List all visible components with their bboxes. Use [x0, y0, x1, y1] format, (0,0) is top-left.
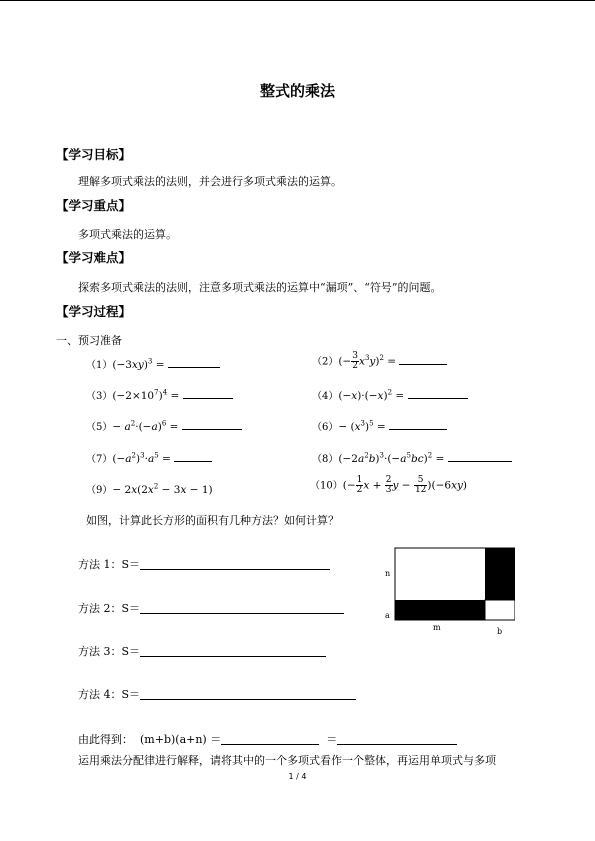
rectangle-area-diagram	[385, 546, 515, 638]
difficulty-text: 探索多项式乘法的法则，注意多项式乘法的运算中“漏项”、“符号”的问题。	[78, 281, 442, 294]
explanation-text: 运用乘法分配律进行解释，请将其中的一个多项式看作一个整体，再运用单项式与多项	[78, 754, 496, 767]
exercise-7: $(7)(-a^2)^3\cdot a^5$ =	[86, 450, 212, 465]
answer-blank[interactable]	[448, 460, 512, 462]
label-a: a	[385, 611, 390, 620]
exercise-10: （10）(− $\frac{1}{2}$ x + $\frac{2}{3}$ y − $\frac{5}{12}$ )(−6xy)	[310, 475, 468, 495]
exercise-9: $(9)- 2x(2x^2 - 3x - 1)$	[86, 482, 213, 496]
heading-goal: 【学习目标】	[56, 147, 132, 162]
goal-text: 理解多项式乘法的法则，并会进行多项式乘法的运算。	[78, 175, 342, 188]
exercise-8: $(8)(-2a^2b)^3\cdot(-a^5bc)^2$ =	[312, 450, 512, 465]
answer-blank[interactable]	[408, 397, 468, 399]
heading-difficulty: 【学习难点】	[56, 250, 132, 265]
method-1: 方法 1：S＝	[78, 556, 330, 572]
heading-process: 【学习过程】	[56, 304, 132, 319]
conclusion-blank-2[interactable]	[337, 732, 457, 745]
exercise-4: $(4)(-x)\cdot(-x)^2$ =	[312, 387, 468, 402]
method-4: 方法 4：S＝	[78, 686, 356, 702]
answer-blank[interactable]	[182, 428, 242, 430]
conclusion-blank-1[interactable]	[221, 732, 319, 745]
exercise-5: $(5)- a^2\cdot(-a)^6$ =	[86, 418, 242, 433]
answer-blank[interactable]	[168, 366, 220, 368]
conclusion-line: 由此得到： (m+b)(a+n) ＝ ＝	[78, 731, 457, 747]
method-answer-line[interactable]	[140, 557, 330, 570]
prep-heading: 一、预习准备	[56, 334, 122, 347]
exercise-3: $(3)(-2\times 10^7)^4$ =	[86, 387, 233, 402]
region-bn	[485, 548, 515, 600]
method-answer-line[interactable]	[140, 687, 356, 700]
heading-key: 【学习重点】	[56, 198, 132, 213]
header-rule	[0, 0, 595, 1]
method-answer-line[interactable]	[140, 601, 344, 614]
fraction: $\frac{3}{2}$	[352, 351, 359, 371]
region-ba	[485, 600, 515, 620]
fraction: $\frac{1}{2}$	[356, 475, 363, 495]
area-question: 如图，计算此长方形的面积有几种方法？如何计算？	[86, 514, 339, 527]
page-number: 1 / 4	[288, 772, 307, 781]
exercise-2: （2）(− $\frac{3}{2}$ $x^3y)^2$ =	[312, 352, 447, 371]
label-m: m	[433, 623, 441, 632]
exercise-1: $(1)(-3xy)^3$ =	[86, 356, 220, 371]
answer-blank[interactable]	[399, 363, 447, 365]
answer-blank[interactable]	[389, 428, 447, 430]
answer-blank[interactable]	[174, 460, 212, 462]
region-ma	[395, 600, 485, 620]
label-b: b	[497, 627, 503, 636]
key-text: 多项式乘法的运算。	[78, 228, 177, 241]
method-answer-line[interactable]	[140, 644, 326, 657]
method-2: 方法 2：S＝	[78, 600, 344, 616]
answer-blank[interactable]	[183, 397, 233, 399]
label-n: n	[385, 569, 391, 578]
page-title: 整式的乘法	[259, 82, 335, 100]
method-3: 方法 3：S＝	[78, 643, 326, 659]
fraction: $\frac{5}{12}$	[414, 475, 427, 495]
exercise-6: $(6)- (x^3)^5$ =	[312, 418, 447, 433]
fraction: $\frac{2}{3}$	[385, 475, 392, 495]
